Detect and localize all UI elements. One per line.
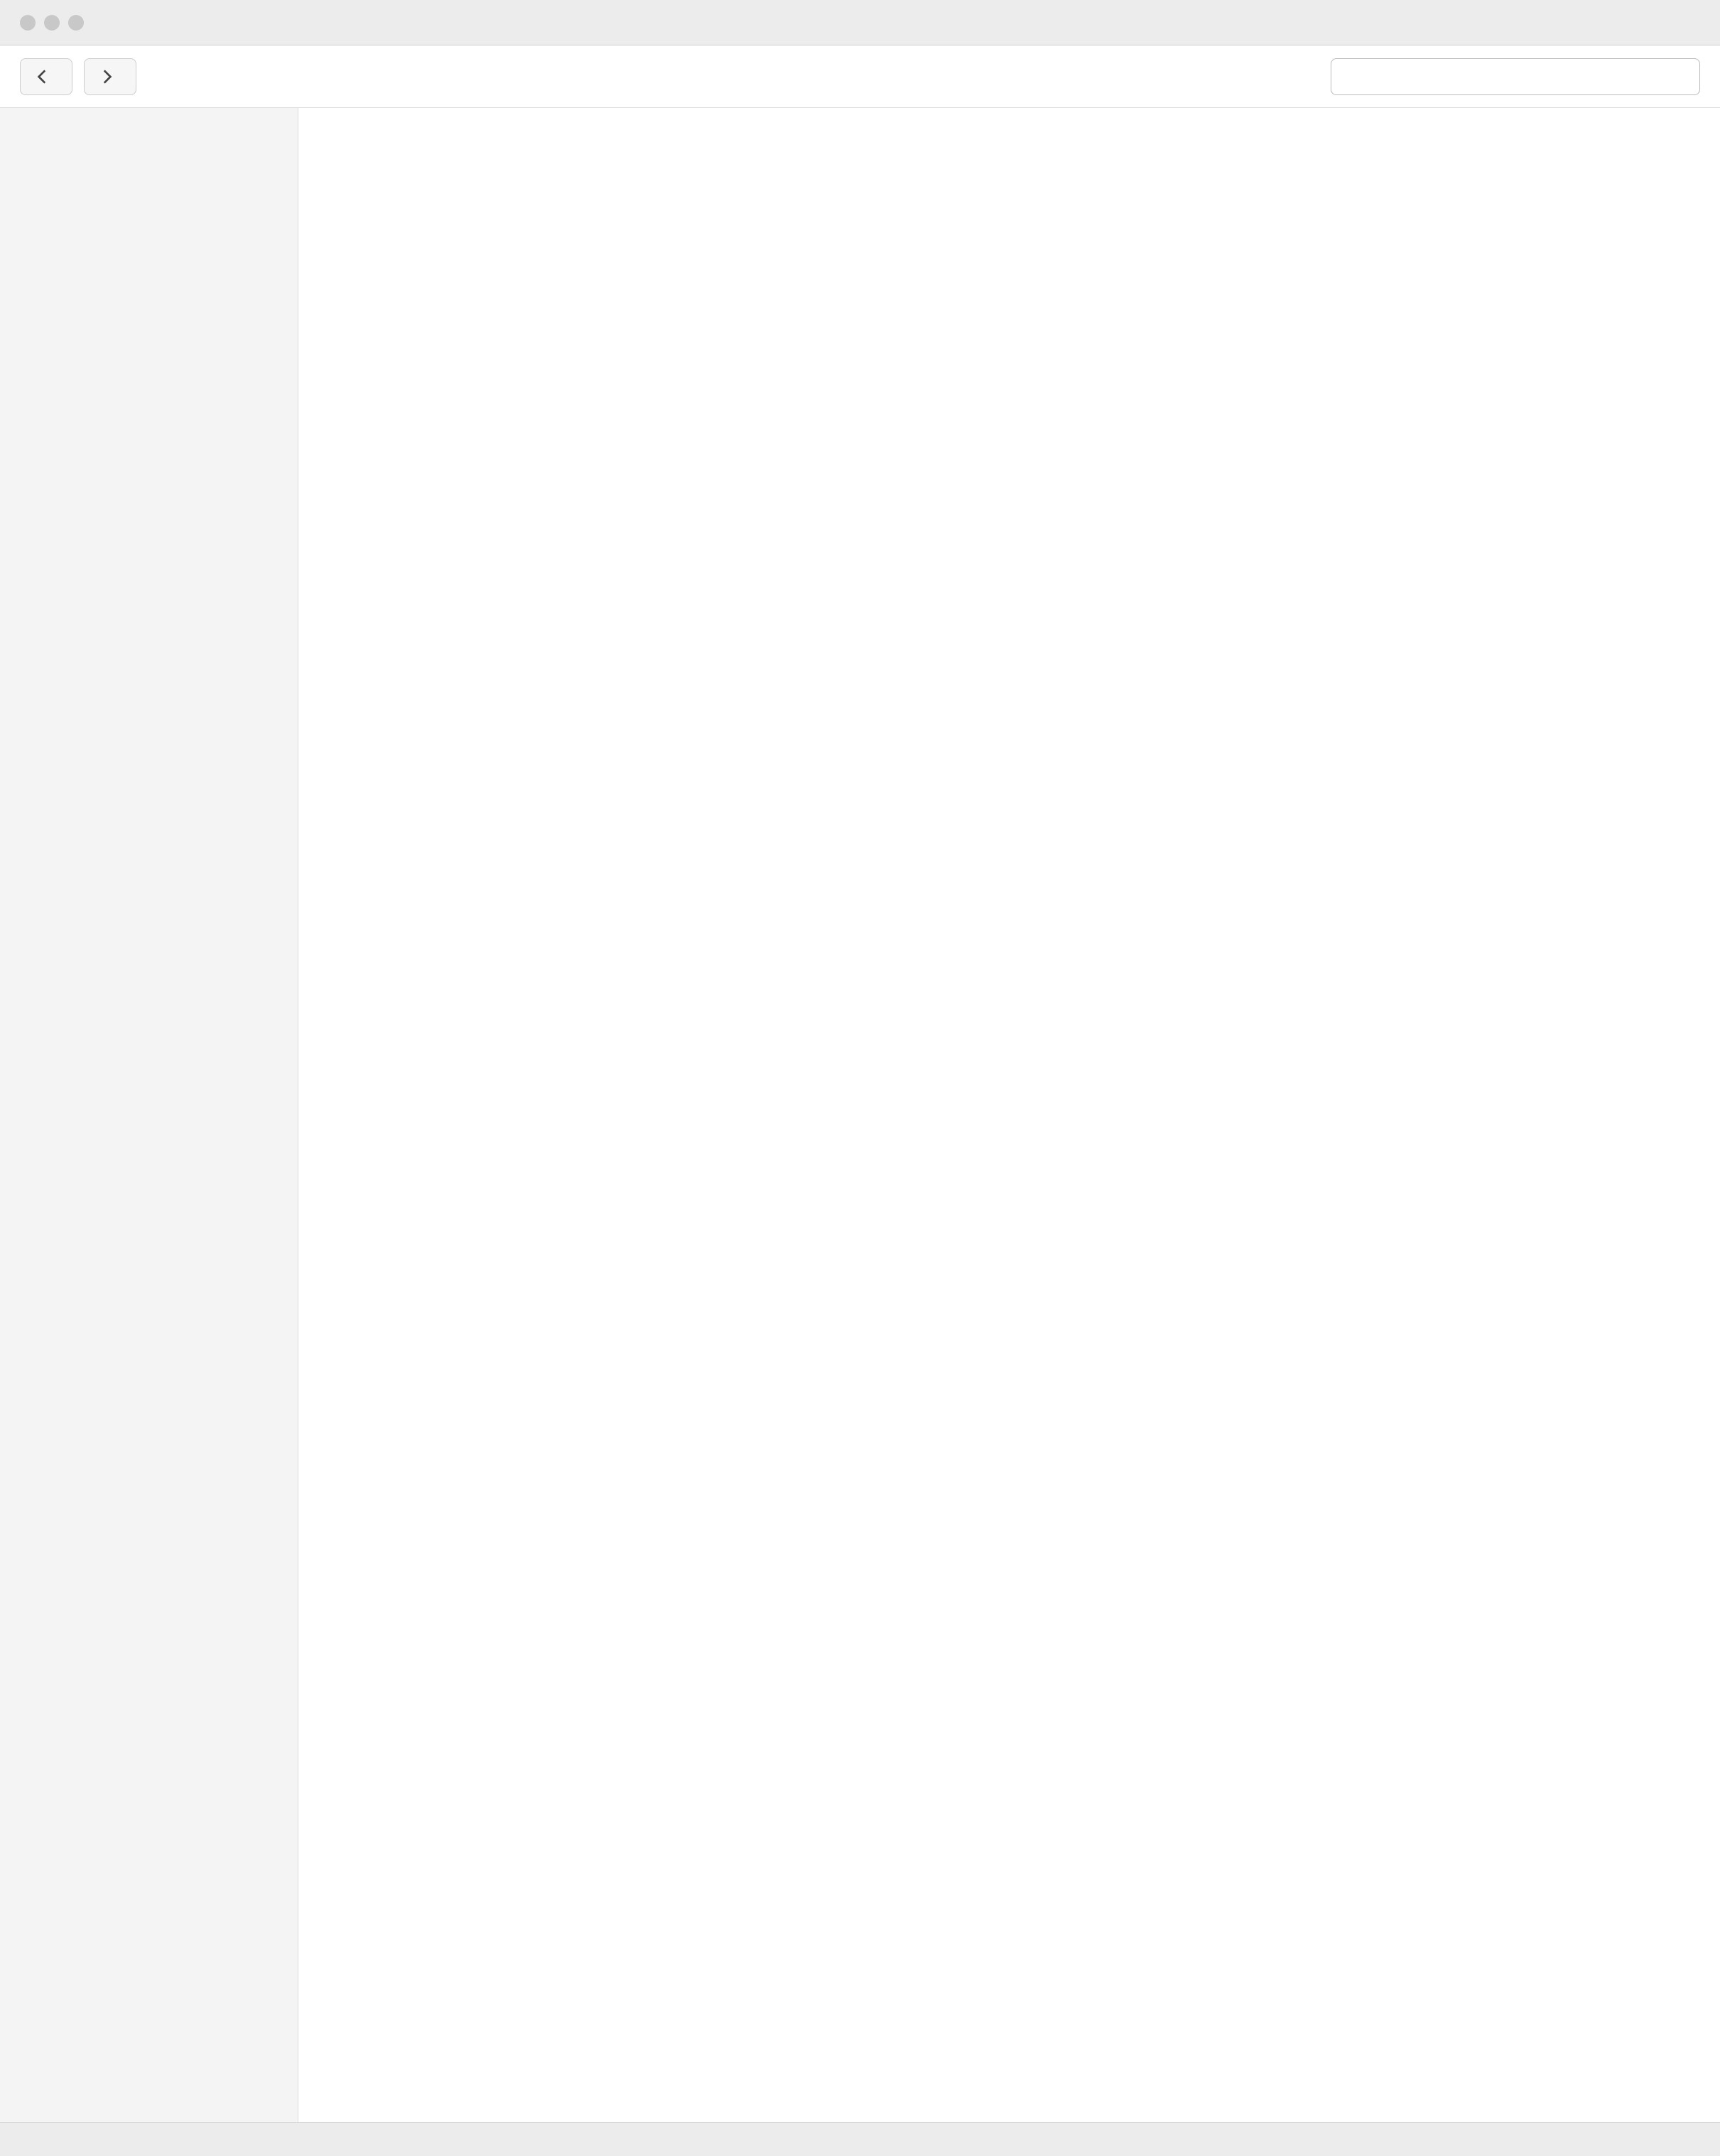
toolbar-button-0[interactable] xyxy=(20,58,72,95)
sidebar-item-0[interactable] xyxy=(0,125,298,170)
forward-icon xyxy=(97,67,116,86)
toolbar-button-1[interactable] xyxy=(84,58,136,95)
back-icon xyxy=(33,67,52,86)
maximize-window-button[interactable] xyxy=(68,15,84,31)
window-controls xyxy=(20,15,84,31)
toolbar xyxy=(0,45,1720,108)
status-bar xyxy=(0,2122,1720,2156)
sidebar xyxy=(0,108,298,2122)
sidebar-item-2[interactable] xyxy=(0,216,298,261)
sidebar-item-1[interactable] xyxy=(0,170,298,216)
minimize-window-button[interactable] xyxy=(44,15,60,31)
close-window-button[interactable] xyxy=(20,15,36,31)
title-bar xyxy=(0,0,1720,45)
search-input[interactable] xyxy=(1331,58,1700,95)
main-content xyxy=(298,108,1720,2122)
app-shell xyxy=(0,108,1720,2122)
